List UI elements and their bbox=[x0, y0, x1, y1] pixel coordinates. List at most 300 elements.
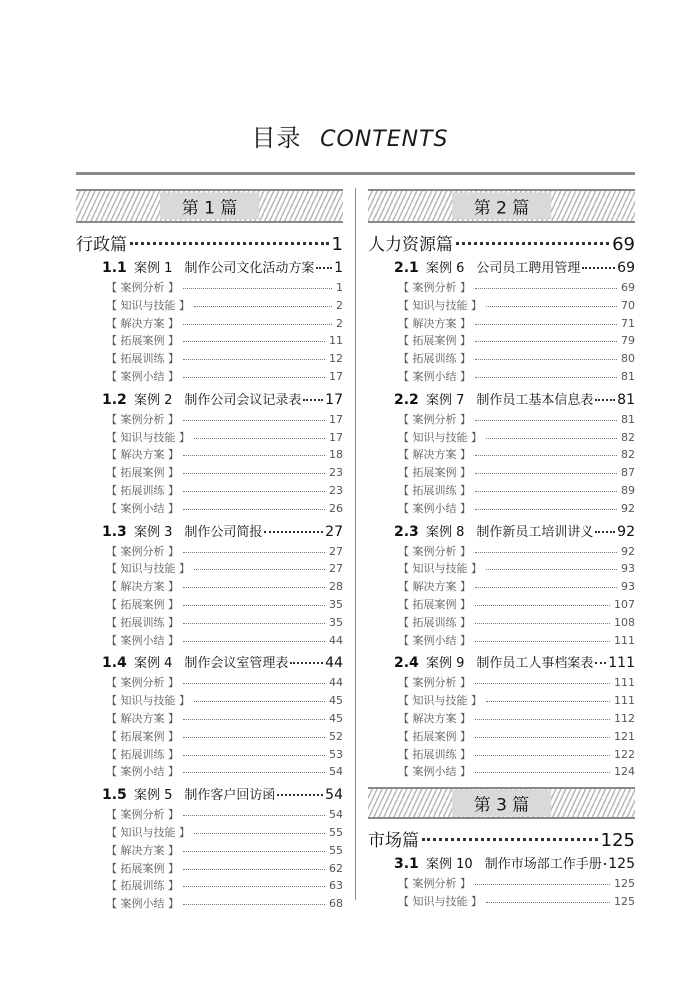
dot-leader bbox=[475, 712, 610, 720]
subsection-label: 【 拓展案例 】 bbox=[398, 597, 471, 611]
subsection-entry[interactable] bbox=[76, 350, 343, 368]
subsection-page-number: 82 bbox=[621, 448, 635, 462]
part-entry[interactable] bbox=[368, 230, 635, 254]
subsection-page-number: 68 bbox=[329, 897, 343, 911]
subsection-label: 【 案例小结 】 bbox=[398, 501, 471, 515]
dot-leader bbox=[475, 413, 617, 421]
subsection-entry[interactable] bbox=[76, 895, 343, 913]
subsection-label: 【 解决方案 】 bbox=[398, 711, 471, 725]
subsection-page-number: 17 bbox=[329, 369, 343, 383]
dot-leader bbox=[183, 413, 325, 421]
subsection-label: 【 案例分析 】 bbox=[398, 412, 471, 426]
subsection-label: 【 案例分析 】 bbox=[398, 877, 471, 891]
subsection-entry[interactable] bbox=[76, 315, 343, 333]
subsection-label: 【 拓展训练 】 bbox=[106, 352, 179, 366]
dot-leader bbox=[475, 545, 617, 553]
case-label: 案例 9 bbox=[426, 656, 465, 672]
subsection-entry[interactable] bbox=[76, 368, 343, 386]
subsection-label: 【 知识与技能 】 bbox=[106, 430, 190, 444]
case-label: 案例 4 bbox=[134, 656, 173, 672]
dot-leader bbox=[595, 654, 606, 664]
subsection-entry[interactable] bbox=[368, 500, 635, 518]
subsection-entry[interactable] bbox=[368, 614, 635, 632]
dot-leader bbox=[183, 862, 325, 870]
subsection-page-number: 79 bbox=[621, 334, 635, 348]
subsection-page-number: 45 bbox=[329, 694, 343, 708]
dot-leader bbox=[475, 502, 617, 510]
toc-column-right bbox=[368, 189, 635, 911]
subsection-page-number: 26 bbox=[329, 501, 343, 515]
subsection-entry[interactable] bbox=[368, 464, 635, 482]
subsection-page-number: 112 bbox=[614, 711, 635, 725]
case-title: 制作公司会议记录表 bbox=[184, 392, 302, 408]
case-label: 案例 3 bbox=[134, 524, 173, 540]
subsection-entry[interactable] bbox=[76, 824, 343, 842]
dot-leader bbox=[277, 786, 323, 796]
dot-leader bbox=[475, 634, 610, 642]
subsection-entry[interactable] bbox=[76, 614, 343, 632]
case-title: 制作客户回访函 bbox=[184, 788, 276, 804]
part-banner-label: 第 2 篇 bbox=[452, 193, 552, 220]
title-zh: 目录 bbox=[251, 124, 302, 152]
subsection-entry[interactable] bbox=[368, 875, 635, 893]
subsection-entry[interactable] bbox=[368, 543, 635, 561]
part-title: 人力资源篇 bbox=[368, 235, 453, 255]
subsection-label: 【 知识与技能 】 bbox=[398, 430, 482, 444]
subsection-entry[interactable] bbox=[76, 464, 343, 482]
subsection-label: 【 解决方案 】 bbox=[398, 448, 471, 462]
case-title: 制作员工基本信息表 bbox=[476, 392, 594, 408]
subsection-label: 【 拓展训练 】 bbox=[398, 483, 471, 497]
dot-leader bbox=[183, 580, 325, 588]
dot-leader bbox=[183, 676, 325, 684]
subsection-page-number: 17 bbox=[329, 412, 343, 426]
case-page-number: 125 bbox=[608, 856, 635, 873]
subsection-entry[interactable] bbox=[368, 746, 635, 764]
subsection-page-number: 93 bbox=[621, 580, 635, 594]
case-page-number: 44 bbox=[325, 655, 343, 672]
case-title: 公司员工聘用管理 bbox=[476, 261, 581, 276]
dot-leader bbox=[486, 694, 610, 702]
part-banner bbox=[76, 189, 343, 223]
subsection-page-number: 11 bbox=[329, 334, 343, 348]
subsection-label: 【 拓展案例 】 bbox=[398, 334, 471, 348]
subsection-entry[interactable] bbox=[368, 674, 635, 692]
subsection-page-number: 35 bbox=[329, 597, 343, 611]
subsection-label: 【 拓展训练 】 bbox=[106, 747, 179, 761]
subsection-page-number: 82 bbox=[621, 430, 635, 444]
subsection-page-number: 35 bbox=[329, 615, 343, 629]
subsection-label: 【 知识与技能 】 bbox=[106, 825, 190, 839]
case-label: 案例 10 bbox=[426, 857, 473, 873]
dot-leader bbox=[183, 281, 332, 289]
subsection-entry[interactable] bbox=[368, 315, 635, 333]
subsection-entry[interactable] bbox=[76, 279, 343, 297]
subsection-label: 【 拓展训练 】 bbox=[398, 615, 471, 629]
case-number: 3.1 bbox=[394, 856, 419, 873]
subsection-label: 【 案例小结 】 bbox=[106, 897, 179, 911]
dot-leader bbox=[582, 259, 615, 269]
part-entry[interactable] bbox=[368, 826, 635, 850]
case-number: 1.5 bbox=[102, 787, 127, 804]
dot-leader bbox=[595, 523, 615, 533]
subsection-entry[interactable] bbox=[76, 429, 343, 447]
subsection-page-number: 23 bbox=[329, 483, 343, 497]
subsection-page-number: 92 bbox=[621, 544, 635, 558]
subsection-entry[interactable] bbox=[76, 297, 343, 315]
subsection-label: 【 知识与技能 】 bbox=[398, 694, 482, 708]
subsection-label: 【 案例分析 】 bbox=[398, 281, 471, 294]
case-number: 2.4 bbox=[394, 655, 419, 672]
subsection-entry[interactable] bbox=[368, 893, 635, 911]
subsection-label: 【 拓展案例 】 bbox=[398, 729, 471, 743]
dot-leader bbox=[475, 616, 610, 624]
case-number: 1.4 bbox=[102, 655, 127, 672]
subsection-page-number: 125 bbox=[614, 877, 635, 891]
subsection-label: 【 案例分析 】 bbox=[106, 412, 179, 426]
part-banner-label: 第 1 篇 bbox=[160, 193, 260, 220]
case-title: 制作会议室管理表 bbox=[184, 656, 289, 672]
subsection-label: 【 知识与技能 】 bbox=[106, 694, 190, 708]
subsection-entry[interactable] bbox=[368, 692, 635, 710]
subsection-label: 【 案例分析 】 bbox=[106, 808, 179, 822]
dot-leader bbox=[183, 448, 325, 456]
dot-leader bbox=[303, 391, 323, 401]
dot-leader bbox=[183, 352, 325, 360]
dot-leader bbox=[486, 431, 617, 439]
subsection-entry[interactable] bbox=[76, 806, 343, 824]
subsection-page-number: 89 bbox=[621, 483, 635, 497]
case-title: 制作市场部工作手册 bbox=[484, 857, 602, 873]
subsection-entry[interactable] bbox=[76, 632, 343, 650]
subsection-entry[interactable] bbox=[368, 332, 635, 350]
subsection-label: 【 知识与技能 】 bbox=[106, 298, 190, 312]
subsection-label: 【 拓展训练 】 bbox=[398, 352, 471, 366]
subsection-entry[interactable] bbox=[368, 446, 635, 464]
subsection-label: 【 拓展案例 】 bbox=[398, 466, 471, 480]
dot-leader bbox=[475, 281, 617, 289]
dot-leader bbox=[264, 523, 323, 533]
subsection-label: 【 案例分析 】 bbox=[398, 544, 471, 558]
dot-leader bbox=[475, 317, 617, 325]
subsection-page-number: 125 bbox=[614, 894, 635, 908]
dot-leader bbox=[183, 712, 325, 720]
subsection-label: 【 拓展训练 】 bbox=[106, 483, 179, 497]
case-entry[interactable] bbox=[76, 389, 343, 411]
subsection-entry[interactable] bbox=[368, 411, 635, 429]
subsection-entry[interactable] bbox=[76, 674, 343, 692]
subsection-label: 【 解决方案 】 bbox=[106, 580, 179, 594]
subsection-page-number: 111 bbox=[614, 676, 635, 690]
dot-leader bbox=[475, 598, 610, 606]
part-entry[interactable] bbox=[76, 230, 343, 254]
case-page-number: 111 bbox=[608, 655, 635, 672]
dot-leader bbox=[183, 466, 325, 474]
case-label: 案例 6 bbox=[426, 261, 465, 276]
subsection-label: 【 拓展训练 】 bbox=[106, 879, 179, 893]
case-page-number: 17 bbox=[325, 391, 343, 408]
dot-leader bbox=[183, 545, 325, 553]
part-title: 市场篇 bbox=[368, 831, 419, 852]
subsection-entry[interactable] bbox=[368, 578, 635, 596]
subsection-page-number: 23 bbox=[329, 466, 343, 480]
case-entry[interactable] bbox=[76, 521, 343, 543]
subsection-entry[interactable] bbox=[76, 332, 343, 350]
subsection-label: 【 案例分析 】 bbox=[398, 676, 471, 690]
dot-leader bbox=[183, 484, 325, 492]
subsection-entry[interactable] bbox=[76, 596, 343, 614]
subsection-label: 【 拓展训练 】 bbox=[106, 615, 179, 629]
subsection-label: 【 知识与技能 】 bbox=[398, 562, 482, 576]
subsection-page-number: 111 bbox=[614, 633, 635, 647]
case-entry[interactable] bbox=[368, 853, 635, 875]
case-number: 2.2 bbox=[394, 391, 419, 408]
subsection-label: 【 拓展训练 】 bbox=[398, 747, 471, 761]
subsection-label: 【 案例小结 】 bbox=[106, 765, 179, 779]
case-page-number: 27 bbox=[325, 523, 343, 540]
subsection-label: 【 解决方案 】 bbox=[106, 843, 179, 857]
dot-leader bbox=[183, 808, 325, 816]
subsection-page-number: 93 bbox=[621, 562, 635, 576]
part-banner bbox=[368, 189, 635, 223]
dot-leader bbox=[194, 694, 325, 702]
subsection-entry[interactable] bbox=[76, 500, 343, 518]
subsection-label: 【 解决方案 】 bbox=[106, 711, 179, 725]
subsection-entry[interactable] bbox=[76, 877, 343, 895]
dot-leader bbox=[475, 765, 610, 773]
dot-leader bbox=[194, 431, 325, 439]
subsection-label: 【 拓展案例 】 bbox=[106, 466, 179, 480]
case-entry[interactable] bbox=[76, 652, 343, 674]
dot-leader bbox=[486, 562, 617, 570]
case-entry[interactable] bbox=[368, 389, 635, 411]
subsection-page-number: 1 bbox=[336, 281, 343, 294]
top-rule bbox=[76, 172, 635, 175]
subsection-entry[interactable] bbox=[368, 710, 635, 728]
subsection-page-number: 52 bbox=[329, 729, 343, 743]
subsection-label: 【 拓展案例 】 bbox=[106, 861, 179, 875]
dot-leader bbox=[194, 562, 325, 570]
subsection-label: 【 解决方案 】 bbox=[106, 316, 179, 330]
dot-leader bbox=[183, 730, 325, 738]
subsection-entry[interactable] bbox=[76, 560, 343, 578]
subsection-page-number: 70 bbox=[621, 298, 635, 312]
subsection-label: 【 拓展案例 】 bbox=[106, 597, 179, 611]
dot-leader bbox=[486, 299, 617, 307]
subsection-entry[interactable] bbox=[76, 482, 343, 500]
subsection-label: 【 案例小结 】 bbox=[398, 369, 471, 383]
subsection-page-number: 54 bbox=[329, 808, 343, 822]
dot-leader bbox=[290, 654, 323, 664]
case-label: 案例 7 bbox=[426, 392, 465, 408]
case-label: 案例 5 bbox=[134, 788, 173, 804]
subsection-page-number: 44 bbox=[329, 633, 343, 647]
subsection-page-number: 12 bbox=[329, 352, 343, 366]
subsection-entry[interactable] bbox=[76, 728, 343, 746]
subsection-label: 【 案例小结 】 bbox=[106, 369, 179, 383]
case-number: 1.1 bbox=[102, 260, 127, 276]
subsection-entry[interactable] bbox=[368, 596, 635, 614]
dot-leader bbox=[183, 765, 325, 773]
subsection-page-number: 62 bbox=[329, 861, 343, 875]
case-number: 2.3 bbox=[394, 523, 419, 540]
subsection-label: 【 案例分析 】 bbox=[106, 676, 179, 690]
subsection-page-number: 28 bbox=[329, 580, 343, 594]
dot-leader bbox=[183, 616, 325, 624]
subsection-page-number: 81 bbox=[621, 369, 635, 383]
dot-leader bbox=[422, 828, 598, 841]
dot-leader bbox=[475, 484, 617, 492]
dot-leader bbox=[183, 748, 325, 756]
subsection-page-number: 53 bbox=[329, 747, 343, 761]
subsection-entry[interactable] bbox=[368, 279, 635, 297]
dot-leader bbox=[475, 334, 617, 342]
dot-leader bbox=[475, 448, 617, 456]
subsection-label: 【 案例小结 】 bbox=[106, 501, 179, 515]
case-entry[interactable] bbox=[368, 257, 635, 279]
subsection-page-number: 2 bbox=[336, 298, 343, 312]
subsection-page-number: 111 bbox=[614, 694, 635, 708]
part-page-number: 1 bbox=[331, 234, 343, 255]
subsection-entry[interactable] bbox=[76, 710, 343, 728]
subsection-page-number: 124 bbox=[614, 765, 635, 779]
case-label: 案例 2 bbox=[134, 392, 173, 408]
dot-leader bbox=[194, 826, 325, 834]
subsection-page-number: 107 bbox=[614, 597, 635, 611]
case-page-number: 54 bbox=[325, 787, 343, 804]
case-page-number: 1 bbox=[334, 260, 343, 276]
dot-leader bbox=[475, 352, 617, 360]
dot-leader bbox=[183, 897, 325, 905]
subsection-label: 【 知识与技能 】 bbox=[106, 562, 190, 576]
dot-leader bbox=[183, 844, 325, 852]
subsection-label: 【 知识与技能 】 bbox=[398, 298, 482, 312]
subsection-entry[interactable] bbox=[76, 842, 343, 860]
subsection-entry[interactable] bbox=[76, 692, 343, 710]
dot-leader bbox=[183, 879, 325, 887]
subsection-entry[interactable] bbox=[368, 350, 635, 368]
subsection-entry[interactable] bbox=[76, 763, 343, 781]
dot-leader bbox=[183, 502, 325, 510]
subsection-entry[interactable] bbox=[76, 860, 343, 878]
subsection-label: 【 案例小结 】 bbox=[398, 633, 471, 647]
subsection-label: 【 解决方案 】 bbox=[106, 448, 179, 462]
subsection-entry[interactable] bbox=[76, 746, 343, 764]
subsection-label: 【 拓展案例 】 bbox=[106, 334, 179, 348]
dot-leader bbox=[183, 598, 325, 606]
subsection-page-number: 55 bbox=[329, 825, 343, 839]
case-number: 2.1 bbox=[394, 260, 419, 276]
title-en: CONTENTS bbox=[320, 127, 449, 152]
part-page-number: 125 bbox=[600, 830, 635, 852]
case-page-number: 81 bbox=[617, 391, 635, 408]
subsection-page-number: 17 bbox=[329, 430, 343, 444]
subsection-page-number: 45 bbox=[329, 711, 343, 725]
subsection-page-number: 55 bbox=[329, 843, 343, 857]
case-label: 案例 1 bbox=[134, 261, 173, 276]
dot-leader bbox=[456, 232, 609, 245]
case-entry[interactable] bbox=[76, 257, 343, 279]
subsection-page-number: 122 bbox=[614, 747, 635, 761]
part-banner-label: 第 3 篇 bbox=[452, 790, 552, 817]
dot-leader bbox=[475, 370, 617, 378]
subsection-entry[interactable] bbox=[368, 560, 635, 578]
case-title: 制作公司简报 bbox=[184, 524, 263, 540]
subsection-page-number: 54 bbox=[329, 765, 343, 779]
subsection-page-number: 121 bbox=[614, 729, 635, 743]
part-title: 行政篇 bbox=[76, 235, 127, 255]
subsection-page-number: 18 bbox=[329, 448, 343, 462]
subsection-label: 【 案例分析 】 bbox=[106, 544, 179, 558]
subsection-label: 【 拓展案例 】 bbox=[106, 729, 179, 743]
subsection-entry[interactable] bbox=[368, 297, 635, 315]
case-entry[interactable] bbox=[76, 784, 343, 806]
dot-leader bbox=[183, 334, 325, 342]
case-title: 制作公司文化活动方案 bbox=[184, 261, 315, 276]
dot-leader bbox=[475, 748, 610, 756]
subsection-entry[interactable] bbox=[76, 446, 343, 464]
subsection-entry[interactable] bbox=[368, 763, 635, 781]
toc-column-left bbox=[76, 189, 343, 913]
subsection-entry[interactable] bbox=[76, 578, 343, 596]
dot-leader bbox=[475, 580, 617, 588]
subsection-label: 【 案例小结 】 bbox=[398, 765, 471, 779]
subsection-entry[interactable] bbox=[368, 429, 635, 447]
case-entry[interactable] bbox=[368, 652, 635, 674]
subsection-label: 【 知识与技能 】 bbox=[398, 894, 482, 908]
subsection-entry[interactable] bbox=[76, 543, 343, 561]
dot-leader bbox=[183, 370, 325, 378]
dot-leader bbox=[130, 232, 329, 245]
subsection-entry[interactable] bbox=[368, 368, 635, 386]
subsection-page-number: 69 bbox=[621, 281, 635, 294]
dot-leader bbox=[475, 730, 610, 738]
subsection-page-number: 63 bbox=[329, 879, 343, 893]
case-number: 1.3 bbox=[102, 523, 127, 540]
column-divider bbox=[355, 188, 356, 900]
subsection-label: 【 案例分析 】 bbox=[106, 281, 179, 294]
subsection-entry[interactable] bbox=[368, 728, 635, 746]
subsection-page-number: 71 bbox=[621, 316, 635, 330]
case-entry[interactable] bbox=[368, 521, 635, 543]
dot-leader bbox=[183, 317, 332, 325]
dot-leader bbox=[183, 634, 325, 642]
subsection-page-number: 81 bbox=[621, 412, 635, 426]
dot-leader bbox=[486, 895, 610, 903]
subsection-label: 【 解决方案 】 bbox=[398, 580, 471, 594]
subsection-page-number: 2 bbox=[336, 316, 343, 330]
subsection-entry[interactable] bbox=[368, 482, 635, 500]
subsection-page-number: 87 bbox=[621, 466, 635, 480]
dot-leader bbox=[316, 259, 332, 269]
case-page-number: 69 bbox=[617, 260, 635, 276]
case-number: 1.2 bbox=[102, 391, 127, 408]
dot-leader bbox=[604, 855, 607, 865]
dot-leader bbox=[475, 877, 610, 885]
page-title bbox=[0, 118, 700, 153]
part-banner bbox=[368, 787, 635, 819]
dot-leader bbox=[475, 676, 610, 684]
subsection-page-number: 92 bbox=[621, 501, 635, 515]
subsection-entry[interactable] bbox=[76, 411, 343, 429]
subsection-page-number: 108 bbox=[614, 615, 635, 629]
case-label: 案例 8 bbox=[426, 524, 465, 540]
dot-leader bbox=[475, 466, 617, 474]
case-title: 制作员工人事档案表 bbox=[476, 656, 594, 672]
case-page-number: 92 bbox=[617, 523, 635, 540]
subsection-entry[interactable] bbox=[368, 632, 635, 650]
subsection-page-number: 80 bbox=[621, 352, 635, 366]
